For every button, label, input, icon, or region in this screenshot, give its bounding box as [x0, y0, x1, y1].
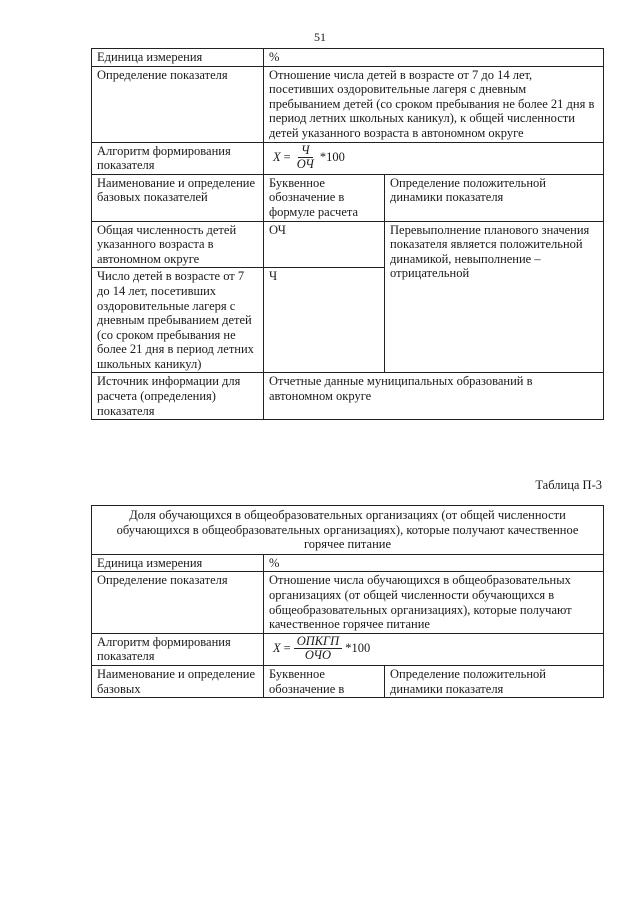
- algorithm-row: [92, 633, 604, 665]
- base-header-letter: Буквенное обозначение в: [264, 665, 385, 697]
- formula-multiplier: *100: [345, 641, 371, 656]
- formula-lhs: X: [273, 641, 281, 656]
- formula-numerator: Ч: [298, 144, 313, 158]
- base-header-letter: Буквенное обозначение в формуле расчета: [264, 174, 385, 221]
- unit-label: Единица измерения: [92, 49, 264, 67]
- algorithm-label: Алгоритм формирования показателя: [92, 633, 264, 665]
- base-header-row: [92, 665, 604, 697]
- unit-row: [92, 554, 604, 572]
- definition-label: Определение показателя: [92, 572, 264, 633]
- unit-label: Единица измерения: [92, 554, 264, 572]
- table-title: Доля обучающихся в общеобразовательных организациях (от общей численности обучающихся в общеобразовательных организациях), которые получают качественное горячее питание: [92, 506, 604, 555]
- definition-value: Отношение числа обучающихся в общеобразовательных организациях (от общей численности обучающихся в общеобразовательных организациях), которые получают качественное горячее питание: [264, 572, 604, 633]
- formula-denominator: ОЧО: [304, 648, 332, 663]
- base-header-name: Наименование и определение базовых: [92, 665, 264, 697]
- formula-multiplier: *100: [319, 150, 345, 165]
- base-row: [92, 221, 604, 268]
- formula-eq: =: [283, 150, 291, 165]
- unit-value: %: [264, 49, 604, 67]
- formula-eq: =: [283, 641, 291, 656]
- formula-fraction: [294, 144, 317, 171]
- algorithm-row: [92, 142, 604, 174]
- formula-numerator: ОПКГП: [294, 635, 343, 649]
- base-name: Общая численность детей указанного возраста в автономном округе: [92, 221, 264, 268]
- source-value: Отчетные данные муниципальных образований в автономном округе: [264, 373, 604, 420]
- unit-row: [92, 49, 604, 67]
- base-header-row: [92, 174, 604, 221]
- formula: [269, 635, 599, 663]
- base-letter: Ч: [264, 268, 385, 373]
- formula-cell: [264, 633, 604, 665]
- source-label: Источник информации для расчета (определения) показателя: [92, 373, 264, 420]
- definition-label: Определение показателя: [92, 66, 264, 142]
- formula-lhs: X: [273, 150, 281, 165]
- base-letter: ОЧ: [264, 221, 385, 268]
- formula-denominator: ОЧ: [296, 157, 314, 172]
- page-number: 51: [314, 30, 326, 44]
- formula: [269, 144, 599, 172]
- base-header-dynamics: Определение положительной динамики показателя: [385, 174, 604, 221]
- formula-fraction: [294, 635, 343, 662]
- definition-value: Отношение числа детей в возрасте от 7 до 14 лет, посетивших оздоровительные лагеря с дневным пребыванием детей (со сроком пребывания не более 21 дня в период летних школьных каникул), к общей численности детей указанного возраста в автономном округе: [264, 66, 604, 142]
- source-row: [92, 373, 604, 420]
- indicator-table-2: [91, 505, 604, 698]
- formula-cell: [264, 142, 604, 174]
- table-caption: Таблица П-3: [535, 478, 602, 492]
- base-header-name: Наименование и определение базовых показателей: [92, 174, 264, 221]
- definition-row: [92, 572, 604, 633]
- base-name: Число детей в возрасте от 7 до 14 лет, посетивших оздоровительные лагеря с дневным пребыванием детей (со сроком пребывания не более 21 дня в период летних школьных каникул): [92, 268, 264, 373]
- indicator-table-1: [91, 48, 604, 420]
- dynamics-value: Перевыполнение планового значения показателя является положительной динамикой, невыполнение – отрицательной: [385, 221, 604, 373]
- algorithm-label: Алгоритм формирования показателя: [92, 142, 264, 174]
- base-header-dynamics: Определение положительной динамики показателя: [385, 665, 604, 697]
- definition-row: [92, 66, 604, 142]
- title-row: [92, 506, 604, 555]
- unit-value: %: [264, 554, 604, 572]
